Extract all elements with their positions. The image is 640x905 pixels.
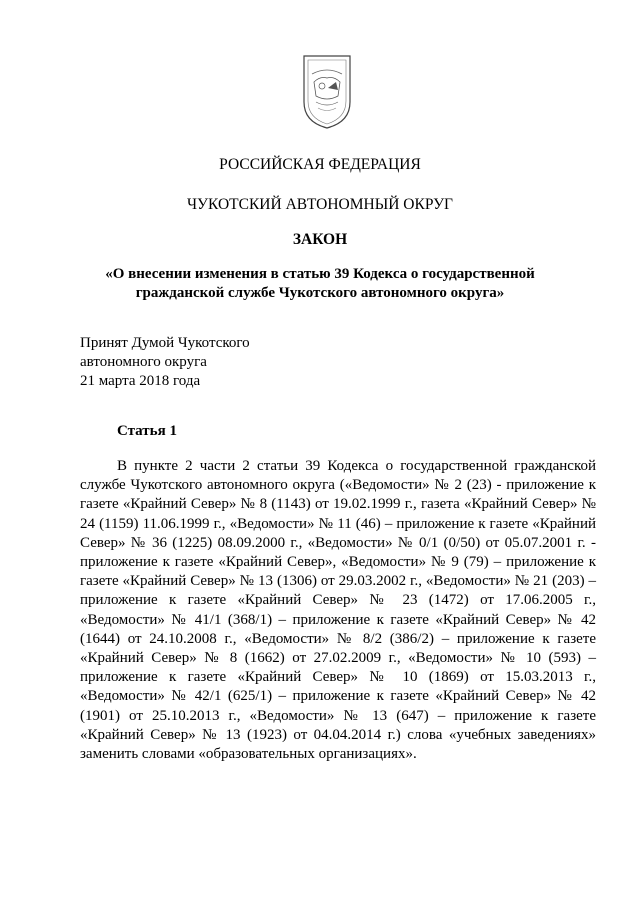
state-name: РОССИЙСКАЯ ФЕДЕРАЦИЯ: [219, 156, 421, 173]
law-title-line-2: гражданской службе Чукотского автономного округа»: [135, 285, 505, 301]
adoption-line-1: Принят Думой Чукотского: [80, 335, 250, 351]
law-title-line-1: «О внесении изменения в статью 39 Кодекса о государственной: [105, 266, 535, 282]
adoption-line-2: автономного округа: [80, 354, 207, 370]
adoption-info: [80, 334, 250, 391]
law-title: [0, 265, 640, 303]
article-body: [80, 457, 596, 764]
article-heading: Статья 1: [117, 423, 177, 439]
region-name: ЧУКОТСКИЙ АВТОНОМНЫЙ ОКРУГ: [186, 196, 454, 213]
adoption-date: 21 марта 2018 года: [80, 373, 201, 389]
article-paragraph: В пункте 2 части 2 статьи 39 Кодекса о государственной гражданской службе Чукотского автономного округа («Ведомости» № 2 (23) - приложение к газете «Крайний Север» № 8 (1143) от 19.02.1999 г., газета «Крайний Север» № 24 (1159) 11.06.1999 г., «Ведомости» № 11 (46) – приложение к газете «Крайний Север» № 36 (1225) 08.09.2000 г., «Ведомости» № 0/1 (0/50) от 05.07.2001 г. - приложение к газете «Крайний Север», «Ведомости» № 9 (79) – приложение к газете «Крайний Север» № 13 (1306) от 29.03.2002 г., «Ведомости» № 21 (203) – приложение к газете «Крайний Север» № 23 (1472) от 17.06.2005 г., «Ведомости» № 41/1 (368/1) – приложение к газете «Крайний Север» № 42 (1644) от 24.10.2008 г., «Ведомости» № 8/2 (386/2) – приложение к газете «Крайний Север» № 8 (1662) от 27.02.2009 г., «Ведомости» № 10 (593) – приложение к газете «Крайний Север» № 10 (1869) от 15.03.2013 г., «Ведомости» № 42/1 (625/1) – приложение к газете «Крайний Север» № 42 (1901) от 25.10.2013 г., «Ведомости» № 13 (647) – приложение к газете «Крайний Север» № 13 (1923) от 04.04.2014 г.) слова «учебных заведениях» заменить словами «образовательных организациях».: [80, 458, 596, 763]
document-type: ЗАКОН: [292, 231, 348, 248]
coat-of-arms-icon: [298, 52, 356, 130]
